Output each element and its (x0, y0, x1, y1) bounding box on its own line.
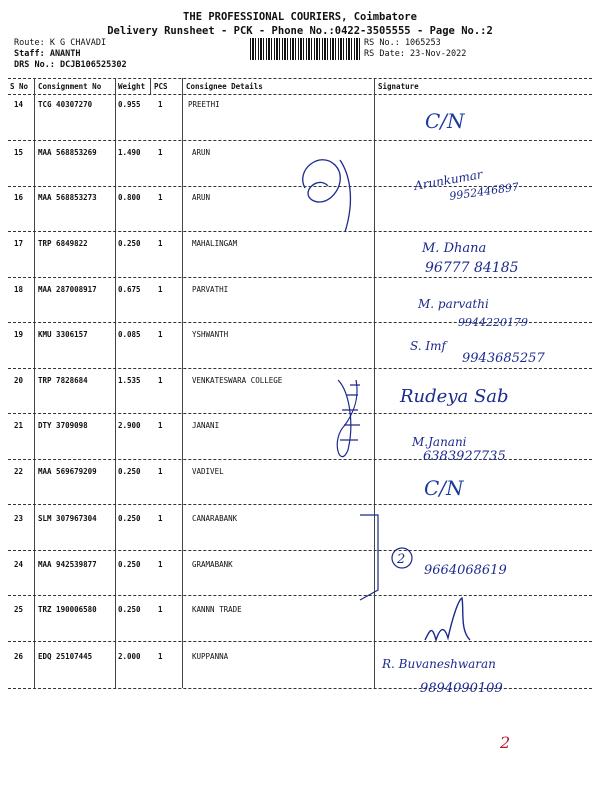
row-consignee: CANARABANK (192, 514, 238, 523)
signature-21-name: M.Janani (412, 435, 467, 449)
signature-20: Rudeya Sab (400, 386, 509, 407)
bracket-mark (360, 515, 378, 600)
row-consignment-no: TRP 6849822 (38, 239, 88, 248)
row-weight: 0.675 (118, 285, 141, 294)
row-weight: 0.085 (118, 330, 141, 339)
row-consignee: MAHALINGAM (192, 239, 238, 248)
row-consignee: ARUN (192, 148, 211, 157)
signature-24-phone: 9664068619 (424, 563, 507, 578)
col-pcs: PCS (154, 82, 168, 91)
row-consignment-no: KMU 3306157 (38, 330, 88, 339)
row-consignment-no: MAA 568853269 (38, 148, 97, 157)
signature-25-mark (425, 598, 470, 640)
row-pcs: 1 (158, 330, 163, 339)
row-consignee: YSHWANTH (192, 330, 229, 339)
row-sno: 16 (14, 193, 24, 202)
row-consignment-no: SLM 307967304 (38, 514, 97, 523)
row-weight: 2.000 (118, 652, 141, 661)
row-sno: 23 (14, 514, 24, 523)
title-line-1: THE PROFESSIONAL COURIERS, Coimbatore (183, 11, 417, 23)
signature-19-name: S. Imf (410, 339, 446, 353)
scribble-mark (337, 380, 360, 457)
row-sno: 24 (14, 560, 24, 569)
signature-17-name: M. Dhana (422, 241, 487, 256)
rs-date: RS Date: 23-Nov-2022 (364, 49, 467, 59)
row-sno: 25 (14, 605, 24, 614)
row-sno: 14 (14, 100, 24, 109)
row-consignee: JANANI (192, 421, 220, 430)
corner-mark: 2 (500, 733, 511, 752)
signature-26-name: R. Buvaneshwaran (382, 657, 496, 671)
row-sno: 17 (14, 239, 24, 248)
row-pcs: 1 (158, 193, 163, 202)
row-consignee: KANNN TRADE (192, 605, 242, 614)
row-sno: 15 (14, 148, 24, 157)
signature-18-name: M. parvathi (418, 297, 489, 311)
row-consignment-no: DTY 3709098 (38, 421, 88, 430)
row-weight: 1.490 (118, 148, 141, 157)
signature-14: C/N (425, 109, 465, 133)
row-consignment-no: MAA 942539877 (38, 560, 97, 569)
row-sno: 19 (14, 330, 24, 339)
signature-15-name: Arunkumar (413, 167, 484, 193)
row-sno: 20 (14, 376, 24, 385)
row-consignee: VADIVEL (192, 467, 224, 476)
row-weight: 1.535 (118, 376, 141, 385)
row-consignment-no: TRZ 190006580 (38, 605, 97, 614)
row-weight: 0.250 (118, 467, 141, 476)
row-sno: 18 (14, 285, 24, 294)
signature-15-phone: 9952446897 (448, 180, 520, 203)
signature-21-phone: 6383927735 (423, 449, 506, 464)
row-consignment-no: EDQ 25107445 (38, 652, 93, 661)
row-weight: 0.250 (118, 239, 141, 248)
row-consignment-no: MAA 569679209 (38, 467, 97, 476)
signature-18-phone: 9944220179 (458, 316, 528, 329)
signature-22: C/N (424, 476, 464, 500)
row-consignment-no: TCG 40307270 (38, 100, 93, 109)
col-consignment: Consignment No (38, 82, 102, 91)
row-pcs: 1 (158, 514, 163, 523)
col-consignee: Consignee Details (186, 82, 263, 91)
signature-19-phone: 9943685257 (462, 351, 545, 366)
row-sno: 21 (14, 421, 24, 430)
row-consignee: GRAMABANK (192, 560, 233, 569)
row-pcs: 1 (158, 100, 163, 109)
signature-24-mark: 2 (397, 552, 406, 567)
row-consignment-no: TRP 7828684 (38, 376, 88, 385)
scribble-mark (303, 160, 351, 232)
signature-26-phone: 9894090109 (420, 681, 503, 696)
rs-number: RS No.: 1065253 (364, 38, 441, 48)
route-label: Route: K G CHAVADI (14, 38, 107, 48)
row-weight: 2.900 (118, 421, 141, 430)
row-weight: 0.955 (118, 100, 141, 109)
row-pcs: 1 (158, 560, 163, 569)
staff-label: Staff: ANANTH (14, 49, 81, 59)
row-weight: 0.800 (118, 193, 141, 202)
row-pcs: 1 (158, 285, 163, 294)
row-consignee: KUPPANNA (192, 652, 229, 661)
signature-17-phone: 96777 84185 (425, 260, 519, 276)
row-pcs: 1 (158, 605, 163, 614)
row-pcs: 1 (158, 148, 163, 157)
row-sno: 26 (14, 652, 24, 661)
drs-number: DRS No.: DCJB106525302 (14, 60, 127, 70)
row-weight: 0.250 (118, 514, 141, 523)
row-consignee: PARVATHI (192, 285, 229, 294)
row-consignee: ARUN (192, 193, 211, 202)
title-line-2: Delivery Runsheet - PCK - Phone No.:0422-3505555 - Page No.:2 (107, 25, 493, 37)
col-signature: Signature (378, 82, 419, 91)
col-weight: Weight (118, 82, 146, 91)
row-pcs: 1 (158, 239, 163, 248)
row-consignee: PREETHI (188, 100, 220, 109)
row-sno: 22 (14, 467, 24, 476)
row-pcs: 1 (158, 467, 163, 476)
row-weight: 0.250 (118, 605, 141, 614)
row-pcs: 1 (158, 652, 163, 661)
col-sno: S No (10, 82, 29, 91)
row-pcs: 1 (158, 376, 163, 385)
row-consignee: VENKATESWARA COLLEGE (192, 376, 283, 385)
row-weight: 0.250 (118, 560, 141, 569)
row-consignment-no: MAA 568853273 (38, 193, 97, 202)
row-pcs: 1 (158, 421, 163, 430)
row-consignment-no: MAA 287008917 (38, 285, 97, 294)
